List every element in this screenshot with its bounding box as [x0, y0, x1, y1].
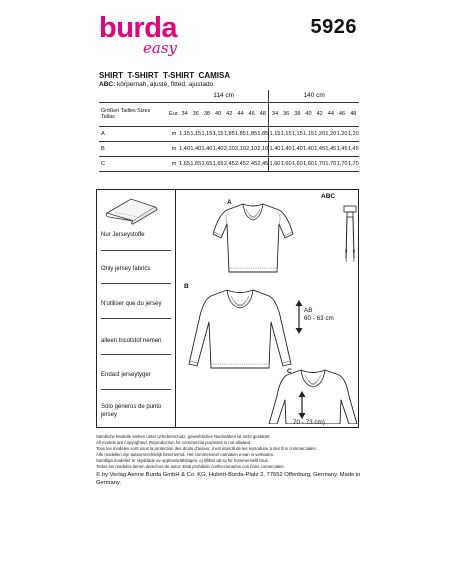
legal-footer	[96, 434, 366, 487]
width-114-header: 114 cm	[179, 90, 269, 102]
yardage-cell: 1,45	[325, 141, 336, 156]
view-letter: B	[99, 141, 169, 156]
yardage-cell: 1,60	[269, 156, 281, 171]
yardage-cell: 1,60	[292, 156, 303, 171]
garment-view-c	[267, 366, 359, 424]
legal-line: Tous les modèles sont sous la protection des droits d'auteur, il est interdit de les reproduire à des fins commerciales.	[96, 446, 317, 452]
yardage-row	[99, 141, 359, 156]
fit-description	[99, 81, 213, 88]
size-cell: 40	[213, 102, 224, 126]
length-ab	[304, 307, 334, 322]
size-cell: 38	[201, 102, 212, 126]
yardage-cell: 1,70	[314, 156, 325, 171]
burda-easy-logo	[99, 12, 199, 68]
yardage-cell: 2,45	[246, 156, 257, 171]
yardage-cell: 1,70	[348, 156, 359, 171]
note-divider	[101, 354, 171, 355]
yardage-cell: 1,15	[190, 126, 201, 141]
legal-line: Alle modellen zijn auteursrechtelijk beschermd. Het commercieel namaken ervan is verboden.	[96, 452, 275, 458]
yardage-cell: 1,60	[303, 156, 314, 171]
yardage-rows	[99, 126, 359, 171]
yardage-cell: 1,15	[179, 126, 190, 141]
yardage-cell: 1,20	[314, 126, 325, 141]
copyright-line: © by Verlag Aenne Burda GmbH & Co. KG, Hubert-Burda-Platz 2, 77652 Offenburg, Germany. Made in Germany.	[96, 471, 361, 486]
fabric-note-sv: Endast jerseytyger	[101, 372, 151, 378]
note-divider	[101, 318, 171, 319]
size-cell: 42	[224, 102, 235, 126]
yardage-cell: 1,40	[269, 141, 281, 156]
size-cell: 48	[348, 102, 359, 126]
yardage-cell: 1,40	[190, 141, 201, 156]
view-letter: C	[99, 156, 169, 171]
size-cell: 34	[269, 102, 281, 126]
yardage-cell: 1,45	[314, 141, 325, 156]
fit-text: körpernah, ajusté, fitted, ajustado	[115, 81, 214, 88]
width-140-header: 140 cm	[269, 90, 359, 102]
yardage-row	[99, 126, 359, 141]
length-ab-value: 60 - 63 cm	[304, 314, 334, 322]
yardage-cell: 1,65	[213, 156, 224, 171]
fabric-note-en: Only jersey fabrics	[101, 266, 151, 272]
yardage-cell: 1,15	[292, 126, 303, 141]
fabric-width-header-row	[99, 90, 359, 102]
yardage-cell: 1,40	[213, 141, 224, 156]
view-label-b: B	[184, 283, 189, 290]
notion-label-abc: ABC	[321, 193, 336, 200]
length-arrow-icon	[298, 391, 306, 419]
fabric-note-fr: N'utiliser que du jersey	[101, 301, 162, 307]
yardage-cell: 2,45	[224, 156, 235, 171]
fabric-notes-column	[97, 190, 176, 427]
legal-line: Todos los modelos tienen derechos de autor. Está prohibido confeccionarlos con fines comerciales.	[96, 464, 285, 470]
garment-titles: SHIRT T-SHIRT T-SHIRT CAMISA	[99, 71, 231, 80]
yardage-cell: 1,15	[281, 126, 292, 141]
yardage-cell: 1,15	[269, 126, 281, 141]
yardage-cell: 1,65	[190, 156, 201, 171]
yardage-cell: 1,60	[281, 156, 292, 171]
logo-brand-text: burda	[99, 12, 178, 44]
view-letter: A	[99, 126, 169, 141]
size-cell: 40	[303, 102, 314, 126]
yardage-cell: 1,40	[281, 141, 292, 156]
size-cell: 42	[314, 102, 325, 126]
illustration-panel	[96, 189, 359, 428]
legal-line: All models are copyrighted. Reproduction for commercial purposes is not allowed.	[96, 440, 252, 446]
yardage-cell: 1,70	[336, 156, 347, 171]
yardage-cell: 2,45	[235, 156, 246, 171]
yardage-cell: 1,70	[325, 156, 336, 171]
yardage-cell: 1,15	[201, 126, 212, 141]
size-cell: 46	[246, 102, 257, 126]
yardage-cell: 1,20	[336, 126, 347, 141]
yardage-cell: 2,10	[257, 141, 269, 156]
yardage-cell: 1,40	[292, 141, 303, 156]
logo-sub-text: easy	[143, 39, 177, 57]
fabric-note-nl: alleen tricotstof nemen	[101, 338, 162, 344]
length-ab-views: AB	[304, 307, 313, 314]
size-cell: 36	[190, 102, 201, 126]
size-cell: 46	[336, 102, 347, 126]
fabric-fold-icon	[103, 193, 163, 225]
size-cell: 48	[257, 102, 269, 126]
yardage-cell: 1,45	[336, 141, 347, 156]
yardage-cell: 1,20	[348, 126, 359, 141]
size-cell: 44	[235, 102, 246, 126]
yardage-cell: 1,40	[201, 141, 212, 156]
note-divider	[101, 283, 171, 284]
legal-line: Sämtliche Modelle stehen unter Urheberschutz, gewerbliches Nachnähen ist nicht gestattet.	[96, 434, 271, 439]
yardage-row	[99, 156, 359, 171]
pattern-number: 5926	[310, 16, 357, 38]
sizes-header-row	[99, 102, 359, 126]
yardage-cell: 1,15	[303, 126, 314, 141]
length-c-value: 70 - 73 cm)	[293, 419, 325, 426]
yardage-cell: 2,10	[224, 141, 235, 156]
yardage-cell: 1,40	[303, 141, 314, 156]
yardage-cell: 1,85	[224, 126, 235, 141]
length-arrow-icon	[295, 300, 303, 334]
twin-needle-icon	[343, 204, 357, 264]
yardage-cell: 1,65	[179, 156, 190, 171]
yardage-cell: 1,15	[213, 126, 224, 141]
garment-view-a	[205, 198, 301, 276]
yardage-cell: 1,85	[246, 126, 257, 141]
legal-line: Samtliga modeller är skyddade av upphovsrättslagen, ej tillåtet att sy för kommersiellt bruk.	[96, 458, 269, 464]
view-label-a: A	[227, 199, 232, 206]
size-cell: 34	[179, 102, 190, 126]
fit-views: ABC:	[99, 81, 116, 88]
yardage-cell: 2,45	[257, 156, 269, 171]
unit-header: Eur.	[169, 102, 179, 126]
yardage-cell: 1,20	[325, 126, 336, 141]
garment-view-b	[183, 286, 297, 372]
yardage-cell: 2,10	[246, 141, 257, 156]
sizes-label: Größen Tailles Sizes Tallas	[99, 102, 169, 126]
unit-cell: m	[169, 141, 179, 156]
unit-cell: m	[169, 156, 179, 171]
note-divider	[101, 250, 171, 251]
size-cell: 44	[325, 102, 336, 126]
size-cell: 36	[281, 102, 292, 126]
yardage-cell: 2,10	[235, 141, 246, 156]
view-label-c: C	[287, 368, 292, 375]
yardage-table	[99, 90, 359, 172]
note-divider	[101, 389, 171, 390]
yardage-cell: 1,40	[179, 141, 190, 156]
yardage-cell: 1,65	[201, 156, 212, 171]
fabric-note-de: Nur Jerseystoffe	[101, 232, 145, 238]
yardage-cell: 1,85	[257, 126, 269, 141]
yardage-cell: 1,85	[235, 126, 246, 141]
fabric-note-es: Sólo géneros de punto jersey	[101, 404, 162, 418]
yardage-cell: 1,45	[348, 141, 359, 156]
unit-cell: m	[169, 126, 179, 141]
size-cell: 38	[292, 102, 303, 126]
